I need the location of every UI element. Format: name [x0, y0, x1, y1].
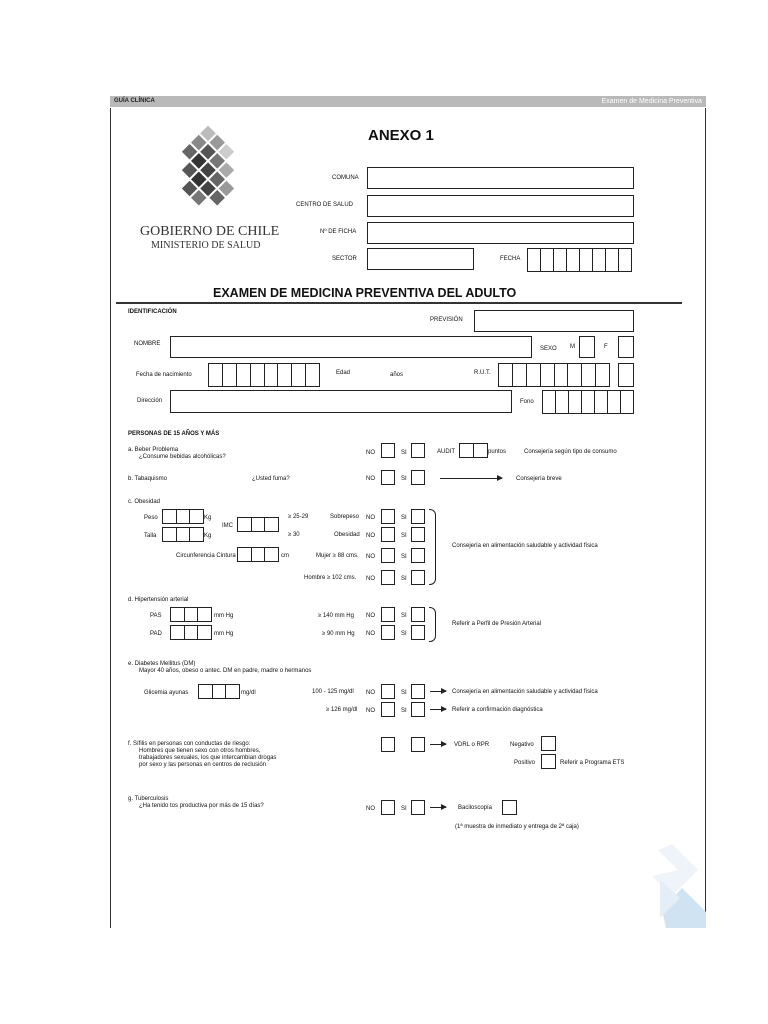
c-hombre-no-checkbox[interactable]: [381, 570, 395, 585]
comuna-field[interactable]: [367, 167, 634, 189]
f-negativo: Negativo: [510, 742, 534, 748]
c-si-label-2: SI: [401, 533, 407, 539]
a-si-checkbox[interactable]: [411, 443, 425, 458]
sector-field[interactable]: [367, 248, 474, 270]
c-imc-label: IMC: [222, 523, 233, 529]
nombre-field[interactable]: [170, 336, 532, 358]
rut-dv-box[interactable]: [618, 363, 634, 387]
label-prevision: PREVISIÓN: [430, 317, 463, 323]
e-referir: Referir a confirmación diagnóstica: [452, 707, 543, 713]
d-ge90: ≥ 90 mm Hg: [322, 631, 355, 637]
c-kg-label-2: Kg: [204, 533, 212, 539]
e-no-label-1: NO: [366, 690, 375, 696]
c-mujer: Mujer ≥ 88 cms.: [316, 553, 359, 559]
f-si-checkbox[interactable]: [411, 737, 425, 752]
c-cm-label: cm: [281, 553, 289, 559]
f-negativo-checkbox[interactable]: [541, 736, 556, 751]
fono-cells[interactable]: [542, 390, 634, 414]
e-no-label-2: NO: [366, 708, 375, 714]
rut-cells[interactable]: [498, 363, 610, 387]
f-line4: por sexo y las personas en centros de reclusión: [139, 762, 267, 768]
label-sector: SECTOR: [332, 256, 357, 262]
a-title: a. Beber Problema: [128, 447, 179, 453]
pas-cells[interactable]: [170, 607, 212, 622]
e-subtitle: Mayor 40 años, obeso o antec. DM en padre, madre o hermanos: [139, 668, 312, 674]
c-peso-label: Peso: [144, 515, 158, 521]
c-no-label-4: NO: [366, 576, 375, 582]
e-si-label-2: SI: [401, 708, 407, 714]
c-si-label-3: SI: [401, 554, 407, 560]
label-edad: Edad: [336, 370, 351, 376]
label-direccion: Dirección: [137, 398, 163, 404]
identificacion-heading: IDENTIFICACIÓN: [128, 309, 177, 315]
c-kg-label-1: Kg: [204, 515, 212, 521]
e-range1-si-checkbox[interactable]: [411, 684, 425, 699]
d-ge140: ≥ 140 mm Hg: [318, 613, 354, 619]
watermark-logo-icon: [652, 840, 706, 928]
label-nombre: NOMBRE: [134, 341, 161, 347]
fecha-nacimiento-cells[interactable]: [208, 363, 320, 387]
c-ge2529: ≥ 25-29: [288, 514, 309, 520]
label-sexo: SEXO: [540, 346, 557, 352]
g-title: g. Tuberculosis: [128, 796, 169, 802]
c-no-label-2: NO: [366, 533, 375, 539]
d-pas-si-checkbox[interactable]: [411, 607, 425, 622]
imc-cells[interactable]: [237, 517, 279, 532]
centro-salud-field[interactable]: [367, 195, 634, 217]
label-f: F: [604, 344, 608, 350]
g-arrow-icon: [430, 807, 446, 808]
e-mgdl-label: mg/dl: [241, 690, 256, 696]
e-range2-no-checkbox[interactable]: [381, 702, 395, 717]
c-mujer-no-checkbox[interactable]: [381, 548, 395, 563]
label-m: M: [570, 344, 575, 350]
e-range2-si-checkbox[interactable]: [411, 702, 425, 717]
header-bar: [110, 96, 706, 107]
f-positivo: Positivo: [514, 760, 536, 766]
c-consejeria: Consejería en alimentación saludable y actividad física: [452, 543, 598, 549]
g-nota: (1ª muestra de inmediato y entrega de 2ª caja): [455, 824, 579, 830]
a-puntos-label: puntos: [488, 449, 507, 455]
label-comuna: COMUNA: [332, 175, 359, 181]
c-no-label-1: NO: [366, 515, 375, 521]
b-consejeria: Consejería breve: [516, 476, 562, 482]
f-arrow-icon: [430, 744, 446, 745]
c-hombre: Hombre ≥ 102 cms.: [304, 575, 357, 581]
c-si-label-1: SI: [401, 515, 407, 521]
d-pad-si-checkbox[interactable]: [411, 625, 425, 640]
logo-line2: MINISTERIO DE SALUD: [151, 240, 261, 251]
header-right: Examen de Medicina Preventiva: [601, 98, 702, 105]
g-no-checkbox[interactable]: [381, 800, 395, 815]
a-si-label: SI: [401, 450, 407, 456]
b-no-checkbox[interactable]: [381, 470, 395, 485]
e-arrow-icon-2: [430, 709, 446, 710]
talla-cells[interactable]: [162, 527, 204, 542]
c-obesidad-no-checkbox[interactable]: [381, 527, 395, 542]
e-si-label-1: SI: [401, 690, 407, 696]
g-si-checkbox[interactable]: [411, 800, 425, 815]
peso-cells[interactable]: [162, 509, 204, 524]
g-baciloscopia: Baciloscopía: [458, 805, 493, 811]
sexo-f-box[interactable]: [618, 336, 634, 358]
d-pad-label: PAD: [150, 631, 162, 637]
c-circunferencia: Circunferencia Cintura: [176, 553, 236, 559]
logo-line1: GOBIERNO DE CHILE: [140, 224, 280, 239]
title-rule: [116, 302, 682, 304]
c-sobrepeso-no-checkbox[interactable]: [381, 509, 395, 524]
e-range1: 100 - 125 mg/dl: [312, 689, 354, 695]
e-range1-no-checkbox[interactable]: [381, 684, 395, 699]
section-heading: PERSONAS DE 15 AÑOS Y MÁS: [128, 431, 220, 437]
label-anos: años: [390, 372, 404, 378]
g-baciloscopia-checkbox[interactable]: [502, 800, 517, 815]
d-mmhg-1: mm Hg: [214, 613, 234, 619]
d-si-label-2: SI: [401, 631, 407, 637]
f-title: f. Sífilis en personas con conductas de riesgo:: [128, 741, 251, 747]
d-title: d. Hipertensión arterial: [128, 597, 189, 603]
label-fono: Fono: [520, 399, 534, 405]
f-line3: trabajadores sexuales, los que intercambian drogas: [139, 755, 277, 761]
c-bracket-icon: [429, 509, 436, 585]
f-positivo-checkbox[interactable]: [541, 754, 556, 769]
a-consejeria: Consejería según tipo de consumo: [524, 449, 617, 455]
b-si-checkbox[interactable]: [411, 470, 425, 485]
glicemia-cells[interactable]: [198, 684, 240, 699]
e-arrow-icon-1: [430, 691, 446, 692]
c-no-label-3: NO: [366, 554, 375, 560]
d-no-label-2: NO: [366, 631, 375, 637]
label-ficha: Nº DE FICHA: [320, 229, 357, 235]
b-title: b. Tabaquismo: [128, 476, 167, 482]
e-glicemia-label: Glicemia ayunas: [144, 690, 189, 696]
prevision-field[interactable]: [474, 310, 634, 332]
d-pas-no-checkbox[interactable]: [381, 607, 395, 622]
c-obesidad-si-checkbox[interactable]: [411, 527, 425, 542]
b-arrow-icon: [440, 478, 502, 479]
d-bracket-icon: [429, 607, 436, 642]
g-question: ¿Ha tenido tos productiva por más de 15 días?: [139, 803, 264, 809]
c-hombre-si-checkbox[interactable]: [411, 570, 425, 585]
e-consejeria: Consejería en alimentación saludable y actividad física: [452, 689, 598, 695]
c-talla-label: Talla: [144, 533, 157, 539]
c-mujer-si-checkbox[interactable]: [411, 548, 425, 563]
label-rut: R.U.T.: [474, 370, 491, 376]
pad-cells[interactable]: [170, 625, 212, 640]
f-line2: Hombres que tienen sexo con otros hombres,: [139, 748, 261, 754]
d-mmhg-2: mm Hg: [214, 631, 234, 637]
g-si-label: SI: [401, 806, 407, 812]
label-centro: CENTRO DE SALUD: [296, 202, 354, 208]
main-title: EXAMEN DE MEDICINA PREVENTIVA DEL ADULTO: [213, 286, 517, 300]
c-si-label-4: SI: [401, 576, 407, 582]
d-pad-no-checkbox[interactable]: [381, 625, 395, 640]
c-sobrepeso-si-checkbox[interactable]: [411, 509, 425, 524]
b-no-label: NO: [366, 476, 375, 482]
header-left: GUÍA CLÍNICA: [114, 98, 155, 104]
c-sobrepeso: Sobrepeso: [330, 514, 360, 520]
sexo-m-box[interactable]: [579, 336, 595, 358]
e-range2: ≥ 126 mg/dl: [326, 707, 358, 713]
f-vdrl: VDRL o RPR: [454, 742, 490, 748]
ficha-field[interactable]: [367, 222, 634, 244]
annex-title: ANEXO 1: [368, 127, 434, 144]
label-fecha: FECHA: [500, 256, 521, 262]
f-referir: Referir a Programa ETS: [560, 760, 625, 766]
d-si-label-1: SI: [401, 613, 407, 619]
a-no-checkbox[interactable]: [381, 443, 395, 458]
f-no-checkbox[interactable]: [381, 737, 395, 752]
e-title: e. Diabetes Mellitus (DM): [128, 661, 196, 667]
cintura-cells[interactable]: [237, 547, 279, 562]
a-no-label: NO: [366, 450, 375, 456]
c-title: c. Obesidad: [128, 499, 161, 505]
c-obesidad: Obesidad: [334, 532, 360, 538]
a-audit-label: AUDIT: [437, 449, 455, 455]
gobierno-logo-icon: [160, 122, 256, 214]
direccion-field[interactable]: [170, 390, 512, 413]
d-no-label-1: NO: [366, 613, 375, 619]
audit-cells[interactable]: [459, 443, 488, 458]
c-ge30: ≥ 30: [288, 532, 300, 538]
d-pas-label: PAS: [150, 613, 162, 619]
d-referir: Referir a Perfil de Presión Arterial: [452, 621, 542, 627]
a-question: ¿Consume bebidas alcohólicas?: [139, 454, 226, 460]
fecha-cells[interactable]: [527, 248, 635, 272]
b-si-label: SI: [401, 476, 407, 482]
label-fecha-nac: Fecha de nacimiento: [136, 372, 192, 378]
g-no-label: NO: [366, 806, 375, 812]
b-question: ¿Usted fuma?: [252, 476, 290, 482]
